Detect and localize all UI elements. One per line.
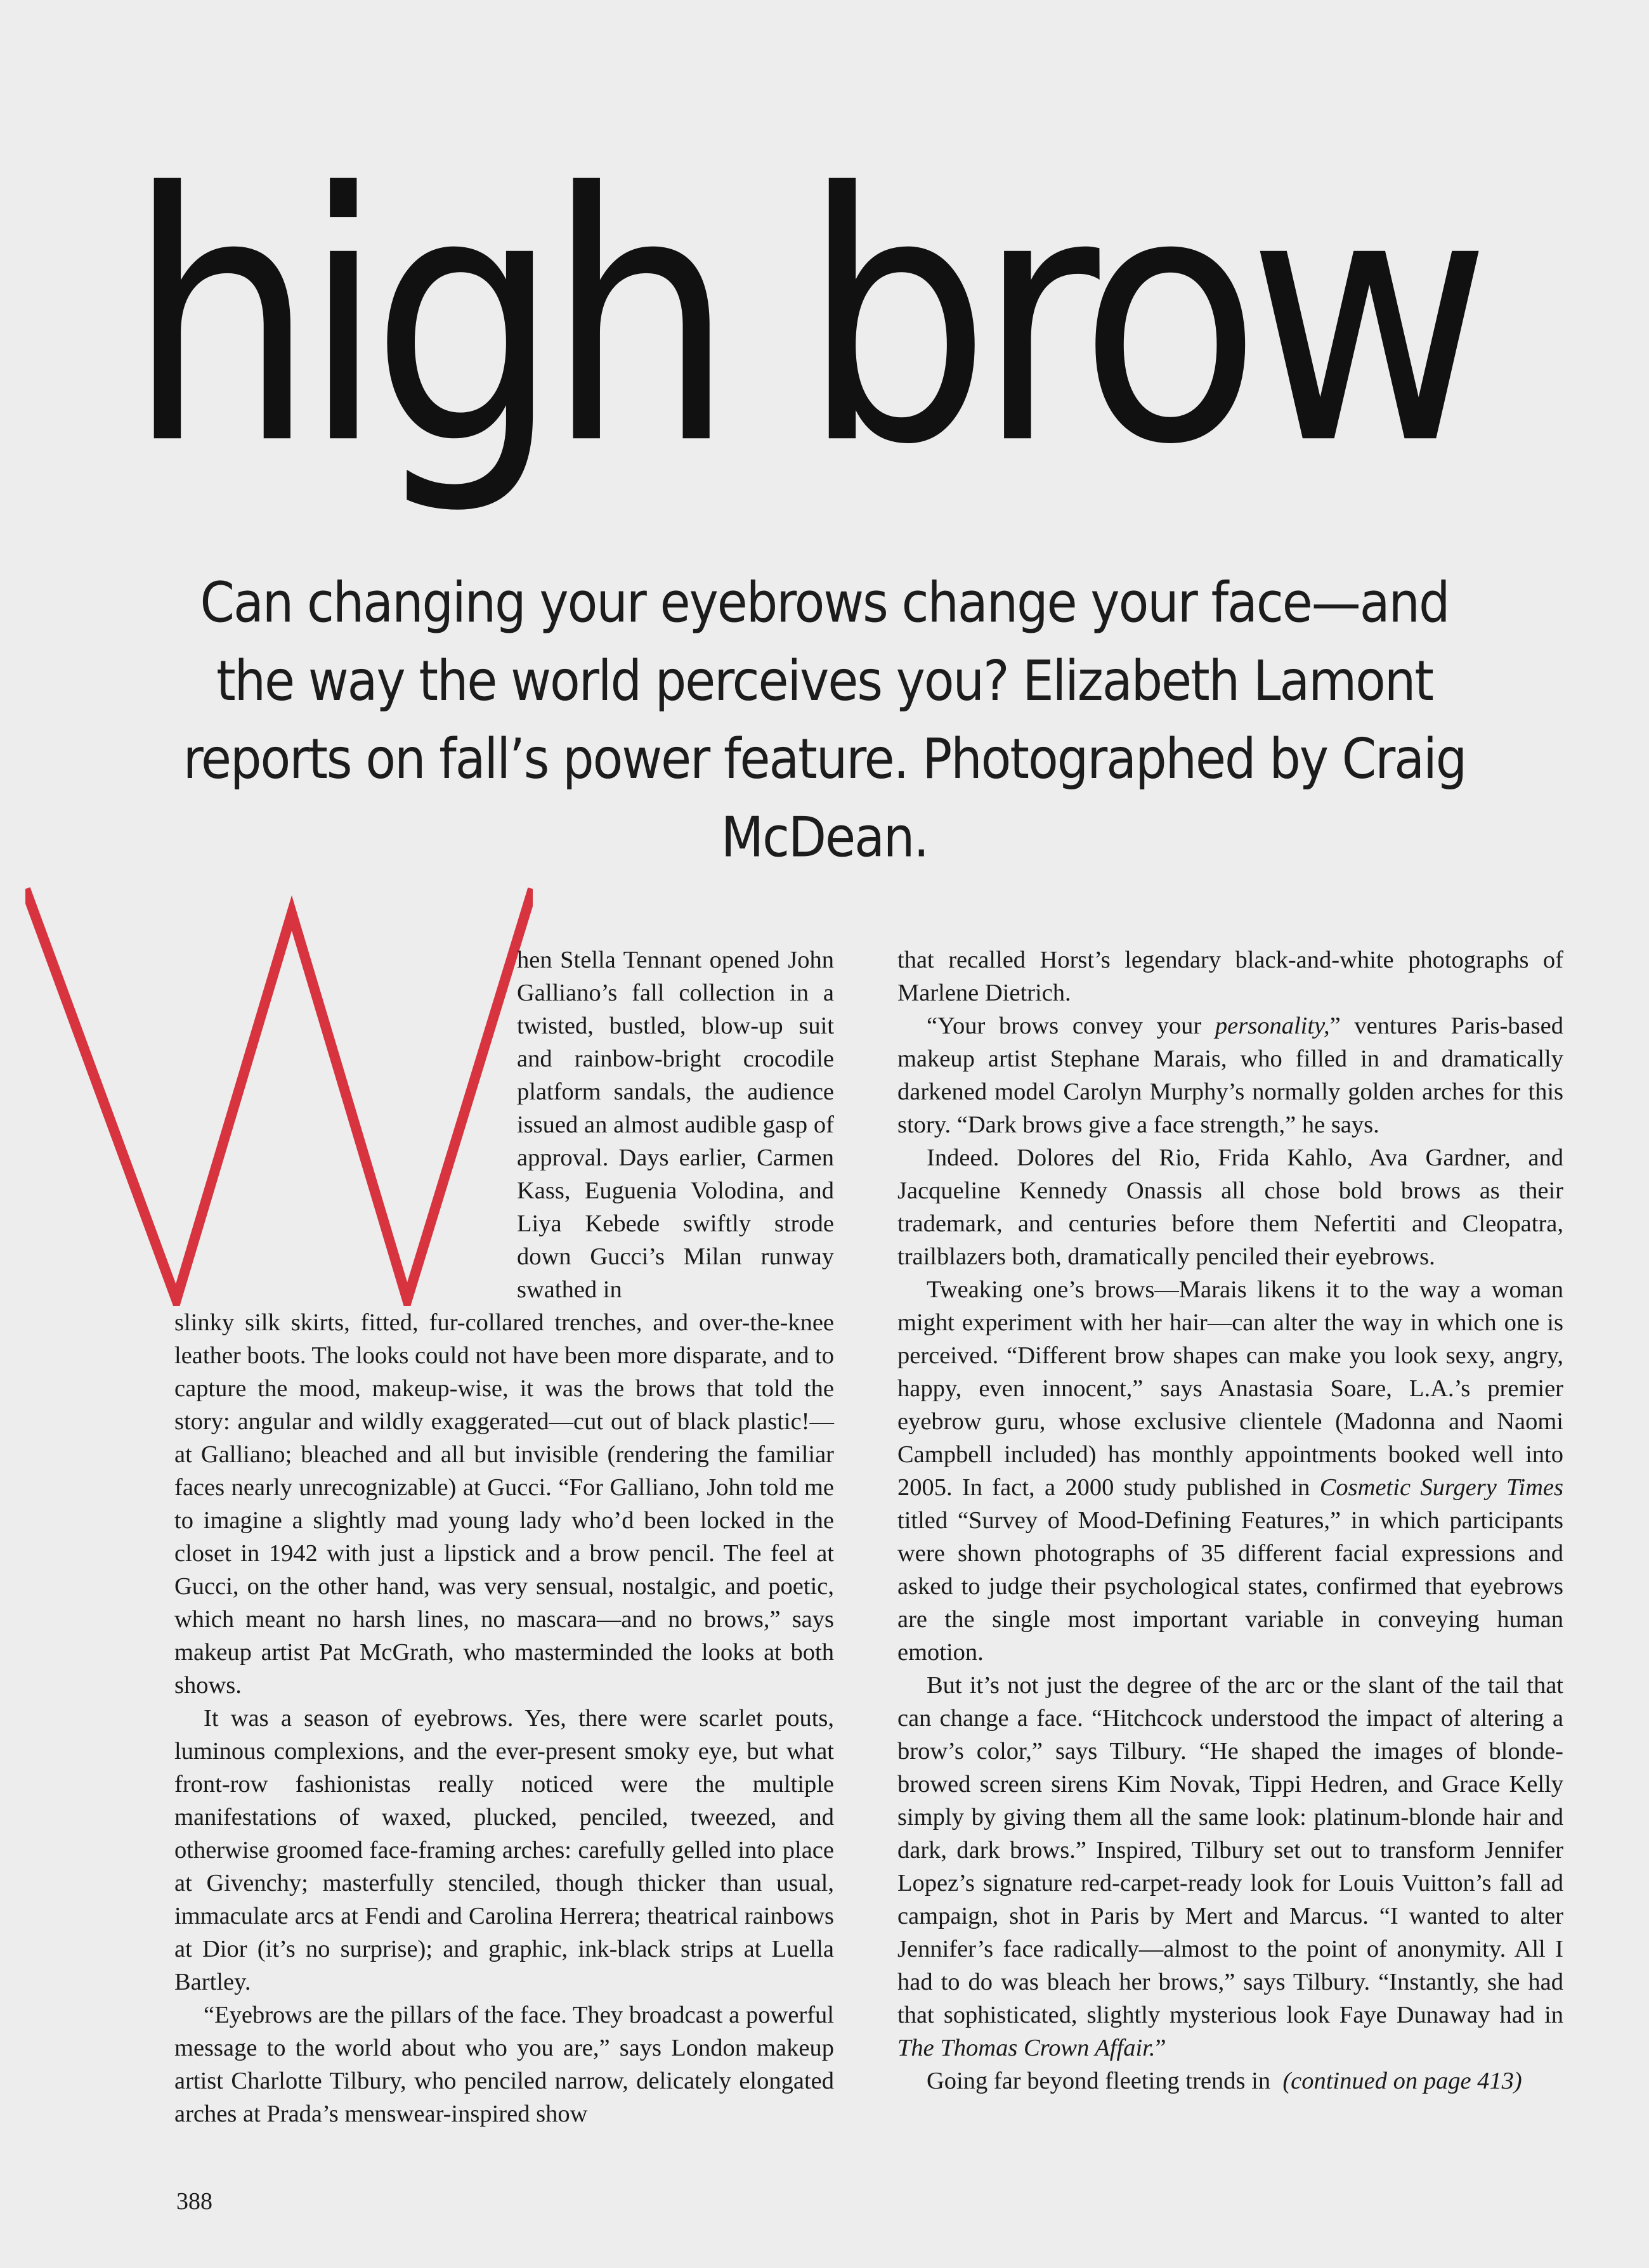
paragraph: “Eyebrows are the pillars of the face. They broadcast a powerful message to the world about who you are,” says London makeup artist Charlotte Tilbury, who penciled narrow, delicately elongated arches at Prada’s menswear-inspired show [174,2002,834,2127]
continued-note: (continued on page 413) [1282,2068,1522,2094]
paragraph: Going far beyond fleeting trends in (continued on page 413) [927,2068,1522,2094]
paragraph: Indeed. Dolores del Rio, Frida Kahlo, Ava Gardner, and Jacqueline Kennedy Onassis all chose bold brows as their trademark, and centuries before them Nefertiti and Cleopatra, trailblazers both, dramatically penciled their eyebrows. [897,1144,1563,1270]
paragraph: It was a season of eyebrows. Yes, there were scarlet pouts, luminous complexions, and the ever-present smoky eye, but what front-row fashionistas really noticed were the multiple manifestations of waxed, plucked, penciled, tweezed, and otherwise groomed face-framing arches: carefully gelled into place at Givenchy; masterfully stenciled, though thicker than usual, immaculate arcs at Fendi and Carolina Herrera; theatrical rainbows at Dior (it’s no surprise); and graphic, ink-black strips at Luella Bartley. [174,1705,834,1995]
paragraph: slinky silk skirts, fitted, fur-collared trenches, and over-the-knee leather boots. The looks could not have been more disparate, and to capture the mood, makeup-wise, it was the brows that told the story: angular and wildly exaggerated—cut out of black plastic!—at Galliano; bleached and all but invisible (rendering the familiar faces nearly unrecognizable) at Gucci. “For Galliano, John told me to imagine a slightly mad young lady who’d been locked in the closet in 1942 with just a lipstick and a brow pencil. The feel at Gucci, on the other hand, was very sensual, nostalgic, and poetic, which meant no harsh lines, no mascara—and no brows,” says makeup artist Pat McGrath, who masterminded the looks at both shows. [174,1309,834,1699]
intro-paragraph: hen Stella Tennant opened John Galliano’s fall collection in a twisted, bustled, blow-up suit and rainbow-bright crocodile platform sandals, the audience issued an almost audible gasp of approval. Days earlier, Carmen Kass, Euguenia Volodina, and Liya Kebede swiftly strode down Gucci’s Milan runway swathed in [517,947,834,1303]
paragraph: that recalled Horst’s legendary black-and-white photographs of Marlene Dietrich. [897,947,1563,1006]
drop-cap-w [25,875,533,1306]
page-number: 388 [176,2188,212,2215]
article-column-right [897,943,1563,2097]
paragraph: Tweaking one’s brows—Marais likens it to the way a woman might experiment with her hair—can alter the way in which one is perceived. “Different brow shapes can make you look sexy, angry, happy, even innocent,” says Anastasia Soare, L.A.’s premier eyebrow guru, whose exclusive clientele (Madonna and Naomi Campbell included) has monthly appointments booked well into 2005. In fact, a 2000 study published in Cosmetic Surgery Times titled “Survey of Mood-Defining Features,” in which participants were shown photographs of 35 different facial expressions and asked to judge their psychological states, confirmed that eyebrows are the single most important variable in conveying human emotion. [897,1276,1563,1666]
deck: Can changing your eyebrows change your face—and the way the world perceives you? Elizabeth Lamont reports on fall’s power feature. Photographed by Craig McDean. [183,571,1466,870]
paragraph: “Your brows convey your personality,” ventures Paris-based makeup artist Stephane Marais, who filled in and dramatically darkened model Carolyn Murphy’s normally golden arches for this story. “Dark brows give a face strength,” he says. [897,1013,1563,1138]
article-column-left [174,1306,834,2130]
headline: high brow [127,120,1478,519]
article-column-intro [517,943,834,1306]
paragraph: But it’s not just the degree of the arc or the slant of the tail that can change a face. “Hitchcock understood the impact of altering a brow’s color,” says Tilbury. “He shaped the images of blonde-browed screen sirens Kim Novak, Tippi Hedren, and Grace Kelly simply by giving them all the same look: platinum-blonde hair and dark, dark brows.” Inspired, Tilbury set out to transform Jennifer Lopez’s signature red-carpet-ready look for Louis Vuitton’s fall ad campaign, shot in Paris by Mert and Marcus. “I wanted to alter Jennifer’s face radically—almost to the point of anonymity. All I had to do was bleach her brows,” says Tilbury. “Instantly, she had that sophisticated, slightly mysterious look Faye Dunaway had in The Thomas Crown Affair.” [897,1672,1563,2061]
